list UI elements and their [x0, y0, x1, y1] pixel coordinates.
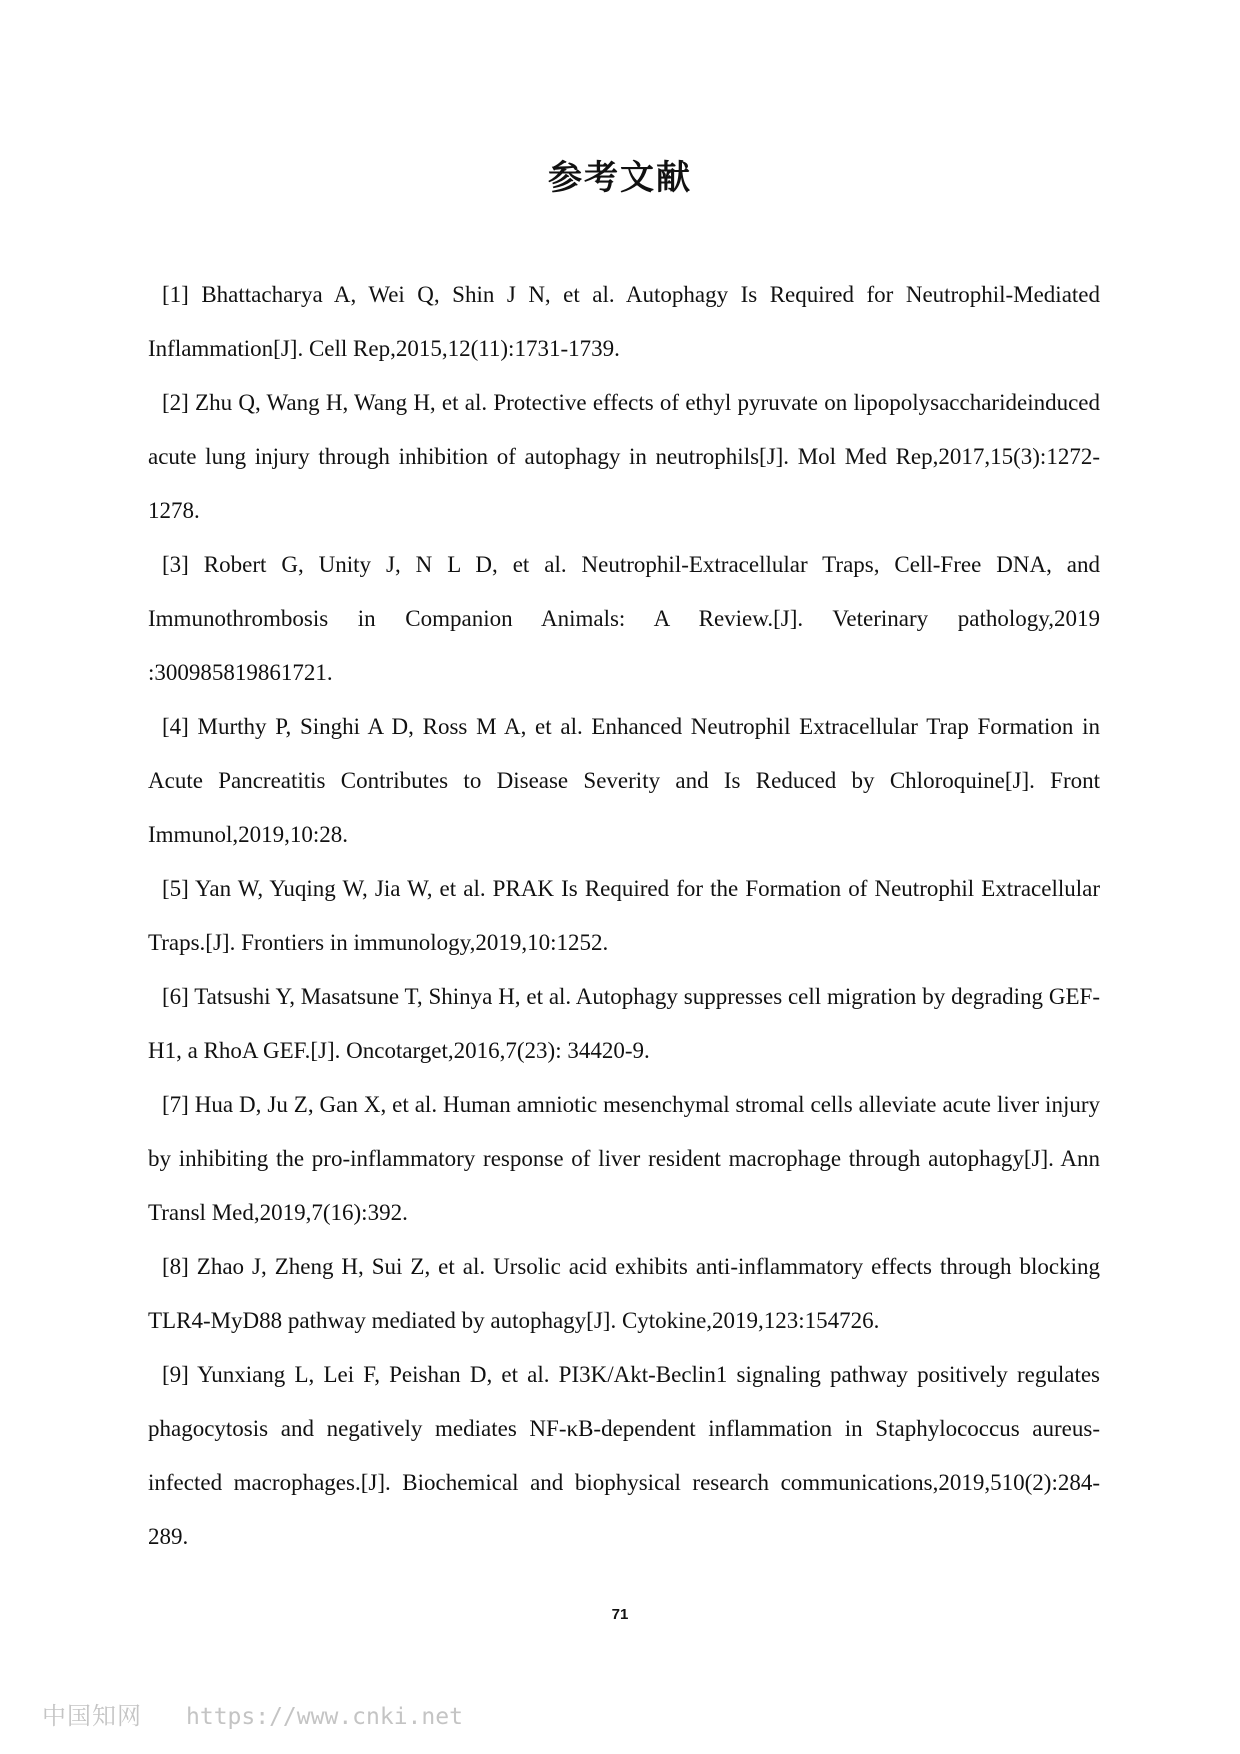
reference-item-3: [3] Robert G, Unity J, N L D, et al. Neutrophil-Extracellular Traps, Cell-Free DNA, and Immunothrombosis in Companion Animals: A Review.[J]. Veterinary pathology,2019 :300985819861721.: [148, 552, 1100, 685]
reference-list: [148, 268, 1100, 1564]
reference-item-9: [9] Yunxiang L, Lei F, Peishan D, et al. PI3K/Akt-Beclin1 signaling pathway positively regulates phagocytosis and negatively mediates NF-κB-dependent inflammation in Staphylococcus aureus-infected macrophages.[J]. Biochemical and biophysical research communications,2019,510(2):284-289.: [148, 1362, 1100, 1549]
reference-item-7: [7] Hua D, Ju Z, Gan X, et al. Human amniotic mesenchymal stromal cells alleviate acute liver injury by inhibiting the pro-inflammatory response of liver resident macrophage through autophagy[J]. Ann Transl Med,2019,7(16):392.: [148, 1092, 1100, 1225]
reference-item-1: [1] Bhattacharya A, Wei Q, Shin J N, et al. Autophagy Is Required for Neutrophil-Mediated Inflammation[J]. Cell Rep,2015,12(11):1731-1739.: [148, 282, 1100, 361]
reference-item-6: [6] Tatsushi Y, Masatsune T, Shinya H, et al. Autophagy suppresses cell migration by degrading GEF-H1, a RhoA GEF.[J]. Oncotarget,2016,7(23): 34420-9.: [148, 984, 1100, 1063]
reference-item-4: [4] Murthy P, Singhi A D, Ross M A, et al. Enhanced Neutrophil Extracellular Trap Formation in Acute Pancreatitis Contributes to Disease Severity and Is Reduced by Chloroquine[J]. Front Immunol,2019,10:28.: [148, 714, 1100, 847]
page-number: 71: [611, 1606, 629, 1623]
watermark-site-name: 中国知网: [42, 1702, 142, 1730]
watermark-url: https://www.cnki.net: [186, 1704, 463, 1730]
page-title: 参考文献: [548, 158, 692, 198]
reference-item-5: [5] Yan W, Yuqing W, Jia W, et al. PRAK Is Required for the Formation of Neutrophil Extracellular Traps.[J]. Frontiers in immunology,2019,10:1252.: [148, 876, 1100, 955]
watermark: [42, 1696, 463, 1731]
reference-item-2: [2] Zhu Q, Wang H, Wang H, et al. Protective effects of ethyl pyruvate on lipopolysaccharideinduced acute lung injury through inhibition of autophagy in neutrophils[J]. Mol Med Rep,2017,15(3):1272-1278.: [148, 390, 1100, 523]
reference-item-8: [8] Zhao J, Zheng H, Sui Z, et al. Ursolic acid exhibits anti-inflammatory effects through blocking TLR4-MyD88 pathway mediated by autophagy[J]. Cytokine,2019,123:154726.: [148, 1254, 1100, 1333]
